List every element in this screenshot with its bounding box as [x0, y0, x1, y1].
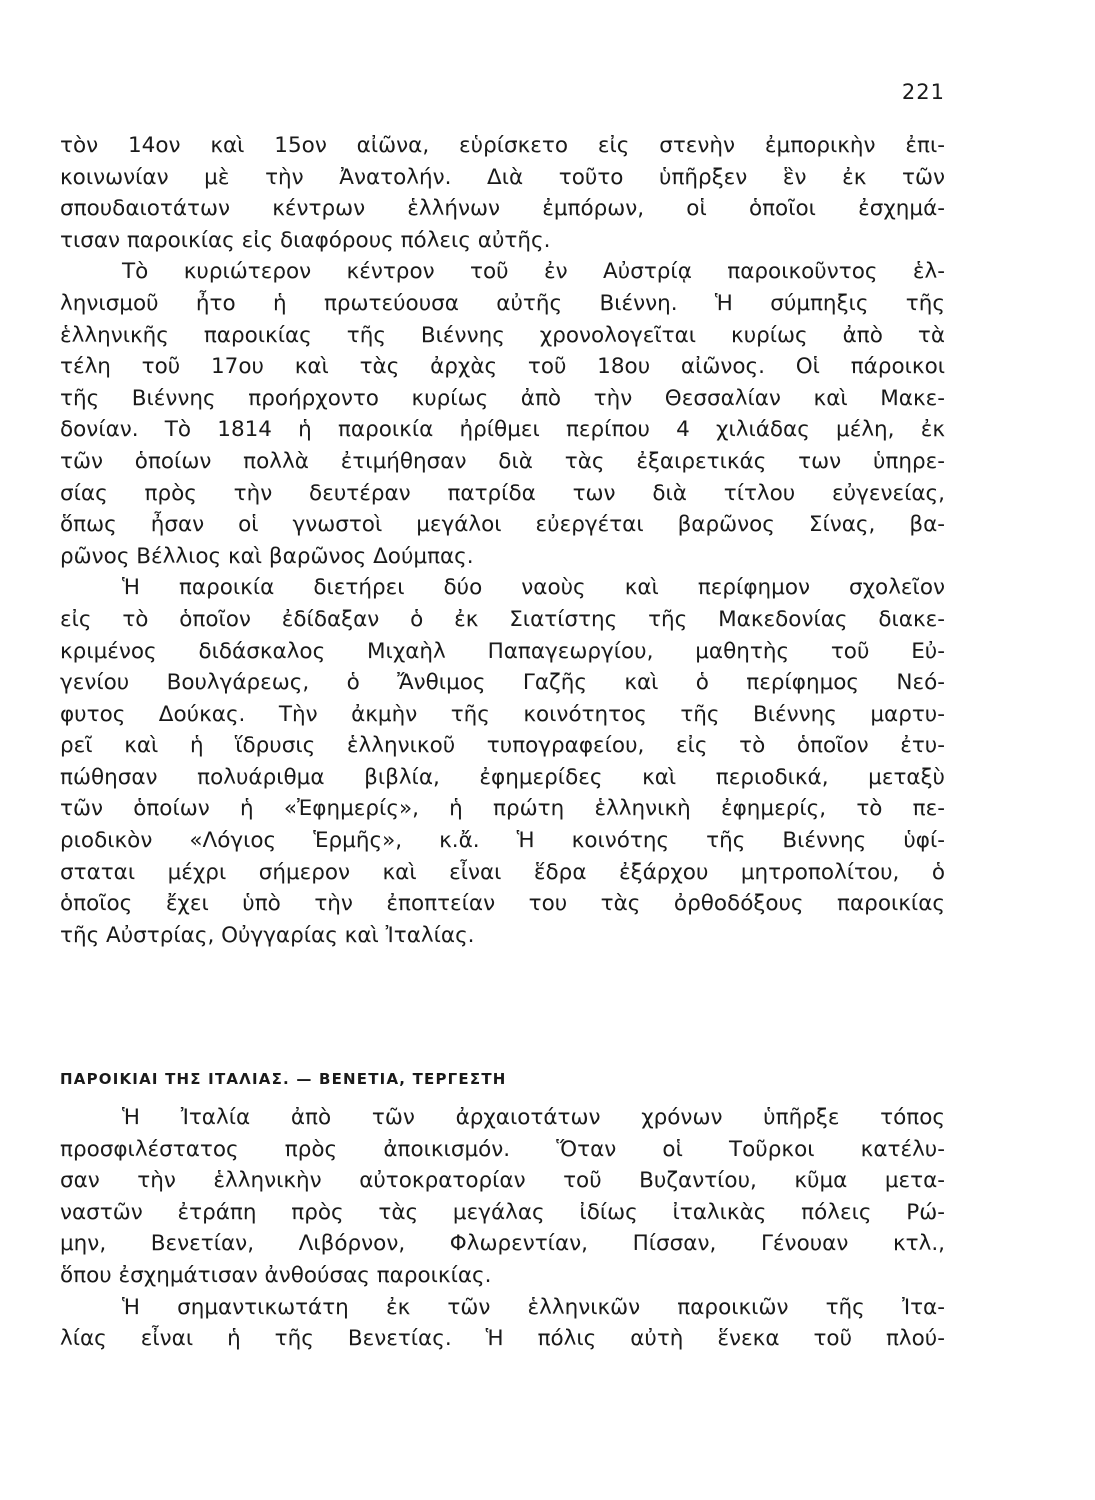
- text-line: τῆς Βιέννης προήρχοντο κυρίως ἀπὸ τὴν Θεσσαλίαν καὶ Μακε-: [60, 385, 945, 411]
- page-number: 221: [901, 80, 945, 104]
- text-line: κοινωνίαν μὲ τὴν Ἀνατολήν. Διὰ τοῦτο ὑπῆρξεν ἓν ἐκ τῶν: [60, 164, 945, 190]
- text-line: Ἡ Ἰταλία ἀπὸ τῶν ἀρχαιοτάτων χρόνων ὑπῆρξε τόπος: [122, 1105, 945, 1130]
- text-line: σταται μέχρι σήμερον καὶ εἶναι ἕδρα ἐξάρχου μητροπολίτου, ὁ: [60, 859, 945, 885]
- text-line: φυτος Δούκας. Τὴν ἀκμὴν τῆς κοινότητος τῆς Βιέννης μαρτυ-: [60, 701, 945, 727]
- text-line: τὸν 14ον καὶ 15ον αἰῶνα, εὑρίσκετο εἰς στενὴν ἐμπορικὴν ἐπι-: [60, 133, 945, 158]
- text-line: σίας πρὸς τὴν δευτέραν πατρίδα των διὰ τίτλου εὐγενείας,: [60, 480, 945, 506]
- text-line: γενίου Βουλγάρεως, ὁ Ἄνθιμος Γαζῆς καὶ ὁ περίφημος Νεό-: [60, 670, 945, 696]
- text-line: Τὸ κυριώτερον κέντρον τοῦ ἐν Αὐστρίᾳ παροικοῦντος ἑλ-: [122, 259, 945, 285]
- text-line: προσφιλέστατος πρὸς ἀποικισμόν. Ὅταν οἱ Τοῦρκοι κατέλυ-: [60, 1136, 945, 1162]
- text-line: ὅπως ἦσαν οἱ γνωστοὶ μεγάλοι εὐεργέται βαρῶνος Σίνας, βα-: [60, 512, 945, 538]
- text-line: κριμένος διδάσκαλος Μιχαὴλ Παπαγεωργίου, μαθητὴς τοῦ Εὐ-: [60, 638, 945, 664]
- text-line: ναστῶν ἐτράπη πρὸς τὰς μεγάλας ἰδίως ἰταλικὰς πόλεις Ρώ-: [60, 1199, 945, 1225]
- text-line: τῶν ὁποίων ἡ «Ἐφημερίς», ἡ πρώτη ἑλληνικὴ ἐφημερίς, τὸ πε-: [60, 796, 945, 822]
- text-line: τέλη τοῦ 17ου καὶ τὰς ἀρχὰς τοῦ 18ου αἰῶνος. Οἱ πάροικοι: [60, 354, 945, 380]
- text-line: ριοδικὸν «Λόγιος Ἑρμῆς», κ.ἄ. Ἡ κοινότης τῆς Βιέννης ὑφί-: [60, 828, 945, 854]
- text-line: τῶν ὁποίων πολλὰ ἐτιμήθησαν διὰ τὰς ἐξαιρετικάς των ὑπηρε-: [60, 448, 945, 474]
- text-line: εἰς τὸ ὁποῖον ἐδίδαξαν ὁ ἐκ Σιατίστης τῆς Μακεδονίας διακε-: [60, 606, 945, 632]
- text-line: σαν τὴν ἑλληνικὴν αὐτοκρατορίαν τοῦ Βυζαντίου, κῦμα μετα-: [60, 1168, 945, 1194]
- text-line: ληνισμοῦ ἦτο ἡ πρωτεύουσα αὐτῆς Βιέννη. Ἡ σύμπηξις τῆς: [60, 290, 945, 316]
- text-line: δονίαν. Τὸ 1814 ἡ παροικία ἠρίθμει περίπου 4 χιλιάδας μέλη, ἐκ: [60, 417, 945, 443]
- body-text-section-2: [60, 1102, 945, 1355]
- text-line: ρῶνος Βέλλιος καὶ βαρῶνος Δούμπας.: [60, 543, 474, 569]
- text-line: τῆς Αὐστρίας, Οὐγγαρίας καὶ Ἰταλίας.: [60, 922, 475, 948]
- text-line: ἑλληνικῆς παροικίας τῆς Βιέννης χρονολογεῖται κυρίως ἀπὸ τὰ: [60, 322, 945, 348]
- text-line: λίας εἶναι ἡ τῆς Βενετίας. Ἡ πόλις αὐτὴ ἕνεκα τοῦ πλού-: [60, 1326, 945, 1352]
- text-line: Ἡ παροικία διετήρει δύο ναοὺς καὶ περίφημον σχολεῖον: [122, 575, 945, 601]
- text-line: τισαν παροικίας εἰς διαφόρους πόλεις αὐτῆς.: [60, 227, 551, 253]
- section-heading: ΠΑΡΟΙΚΙΑΙ ΤΗΣ ΙΤΑΛΙΑΣ. — ΒΕΝΕΤΙΑ, ΤΕΡΓΕΣΤΗ: [60, 1070, 507, 1088]
- text-line: μην, Βενετίαν, Λιβόρνον, Φλωρεντίαν, Πίσσαν, Γένουαν κτλ.,: [60, 1231, 945, 1257]
- text-line: ὁποῖος ἔχει ὑπὸ τὴν ἐποπτείαν του τὰς ὀρθοδόξους παροικίας: [60, 891, 945, 917]
- body-text-section-1: [60, 130, 945, 951]
- text-line: ὅπου ἐσχημάτισαν ἀνθούσας παροικίας.: [60, 1262, 492, 1288]
- text-line: σπουδαιοτάτων κέντρων ἑλλήνων ἐμπόρων, οἱ ὁποῖοι ἐσχημά-: [60, 196, 945, 222]
- text-line: ρεῖ καὶ ἡ ἵδρυσις ἑλληνικοῦ τυπογραφείου, εἰς τὸ ὁποῖον ἐτυ-: [60, 733, 945, 759]
- text-line: Ἡ σημαντικωτάτη ἐκ τῶν ἑλληνικῶν παροικιῶν τῆς Ἰτα-: [122, 1294, 945, 1320]
- text-line: πώθησαν πολυάριθμα βιβλία, ἐφημερίδες καὶ περιοδικά, μεταξὺ: [60, 764, 945, 790]
